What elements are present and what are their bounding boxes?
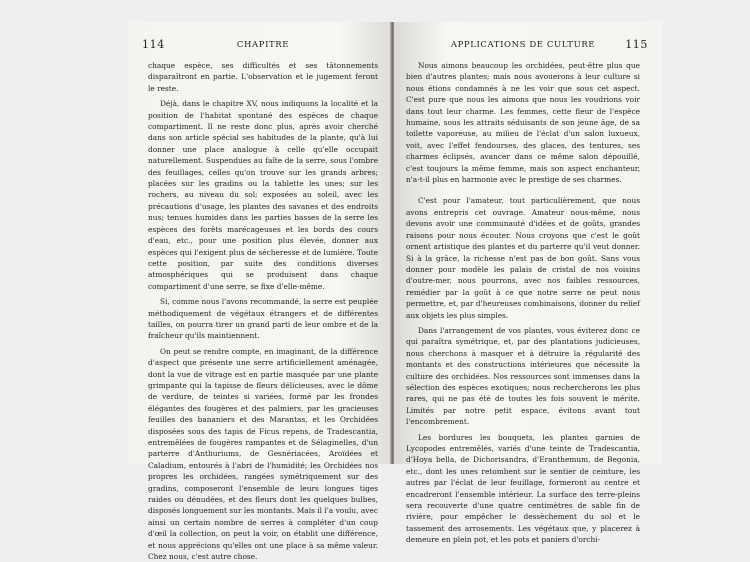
paragraph: Dans l'arrangement de vos plantes, vous éviterez donc ce qui paraîtra symétrique, et, par des plantations judicieuses, nous cherchons à masquer et à détruire la régularité des montants et des constructions intérieures que nécessite la culture des orchidées. Nos ressources sont immenses dans la sélection des espèces exotiques; nous rechercherons les plus rares, qui ne pas été de toutes les fois souvent le mérite. Limités par notre petit espace, évitons avant tout l'encombrement.	[406, 325, 640, 427]
paragraph: C'est pour l'amateur, tout particulièrement, que nous avons entrepris cet ouvrage. Amateur nous-même, nous devons avoir une communauté d'idées et de goûts, grandes raisons pour nous écouter. Nous croyons que c'est le goût ornent artistique des plantes et du parterre qu'il veut donner. Si à la grâce, la richesse n'est pas de bon goût. Sans vous donner pour modèle les palais de cristal de nos voisins d'outre-mer, nous pourrons, avec nos faibles ressources, remédier par la goût à ce que notre serre ne peut nous permettre, et, par d'heureuses combinaisons, donner du relief aux objets les plus simples.	[406, 196, 640, 320]
right-page-number: 115	[625, 38, 648, 51]
left-page-number: 114	[142, 38, 165, 51]
paragraph: Nous aimons beaucoup les orchidées, peut-être plus que bien d'autres plantes; mais nous avouerons à leur culture si nous étions condamnés à ne les voir que sous cet aspect. C'est pure que nous les aimons que nous les voudrions voir dans tout leur charme. Les femmes, cette fleur de l'espèce humaine, sous les attraits séduisants de son jeune âge, de sa toilette vaporeuse, au milieu de l'éclat d'un salon luxueux, voit, avec l'effet fendourses, des glaces, des tentures, ses charmes éclipsés, avancer dans ce même salon dépouillé, c'est toujours la même femme, mais son aspect enchanteur, n'a-t-il plus en harmonie avec le prestige de ses charmes.	[406, 61, 640, 185]
paragraph: Si, comme nous l'avons recommandé, la serre est peuplée méthodiquement de végétaux étrangers et de différentes tailles, on pourra tirer un grand parti de leur ombre et de la fraîcheur qu'ils maintiennent.	[148, 297, 378, 341]
right-body-text	[406, 60, 640, 546]
right-page	[394, 22, 662, 545]
paragraph: On peut se rendre compte, en imaginant, de la différence d'aspect que présente une serre artificiellement aménagée, dont la vue de vitrage est en partie masquée par une plante grimpante qui la tapisse de fleurs délicieuses, avec le dôme de verdure, de teintes si variées, formé par les frondes élégantes des fougères et des palmiers, par les gracieuses feuilles des bananiers et des Marantas, et les Orchidées disposées sous des tapis de Ficus repens, de Tradescantia, entremêlées de fougères rampantes et de Sélaginelles, d'un parterre d'Anthuriums, de Gesnériacées, Aroïdées et Caladium, entourés à l'abri de l'humidité; les Orchidées nos propres les orchidées, rangées symétriquement sur des gradins, composeront l'ensemble de leurs longues tiges raides ou dénudées, et des fleurs dont les quelques bulbes, disposés longuement sur les montants. Mais il l'a voulu, avec ainsi un certain nombre de serres à compléter d'un coup d'œil la collection, on peut la voir, on établit une différence, et nous apprécions qu'elles ont une place à sa même valeur. Chez nous, c'est autre chose.	[148, 346, 378, 562]
paragraph: chaque espèce, ses difficultés et ses tâtonnements disparaîtront en partie. L'observation et le jugement feront le reste.	[148, 61, 378, 93]
left-running-title: CHAPITRE	[236, 40, 290, 50]
left-running-head	[142, 38, 378, 54]
paragraph: Les bordures les bouquets, les plantes garnies de Lycopodes entremêlés, variés d'une teinte de Tradescantia, d'Hoya bella, de Dichorisandra, d'Eranthemum, de Begonia, etc., dont les unes retombent sur le sentier de ceinture, les autres par l'éclat de leur feuillage, formeront au centre et encadreront l'ensemble intérieur. La surface des terre-pleins sera recouverte d'une quatre centimètres de sable fin de rivière, pour empêcher le dessèchement du sol et le tassement des arrosements. Les végétaux que, y placerez à demeure en plein pot, et les pots et paniers d'orchi-	[406, 432, 640, 545]
left-body-text	[148, 60, 378, 562]
left-page	[128, 22, 392, 562]
right-running-title: APPLICATIONS DE CULTURE	[450, 40, 596, 50]
paragraph: Déjà, dans le chapitre XV, nous indiquons la localité et la position de l'habitat spontané des espèces de chaque compartiment. Il ne reste donc plus, après avoir cherché dans son article spécial ses habitudes de la plante, qu'à lui donner une place analogue à celle qu'elle occupait naturellement. Suspendues au faîte de la serre, sous l'ombre des feuillages, celles qu'on trouve sur les grands arbres; placées sur les gradins ou la tablette les unes; sur les rochers, au niveau du sol; exposées au soleil, avec les précautions d'usage, les plantes des savanes et des endroits nus; tenues humides dans les parties basses de la serre les espèces des forêts marécageuses et les bords des cours d'eau, etc., pour une position plus élevée, donner aux espèces qui l'exigent plus de sécheresse et de lumière. Toute cette position, par suite des conditions diverses atmosphériques qui se produisent dans chaque compartiment d'une serre, se fixe d'elle-même.	[148, 99, 378, 291]
right-running-head	[406, 38, 648, 54]
